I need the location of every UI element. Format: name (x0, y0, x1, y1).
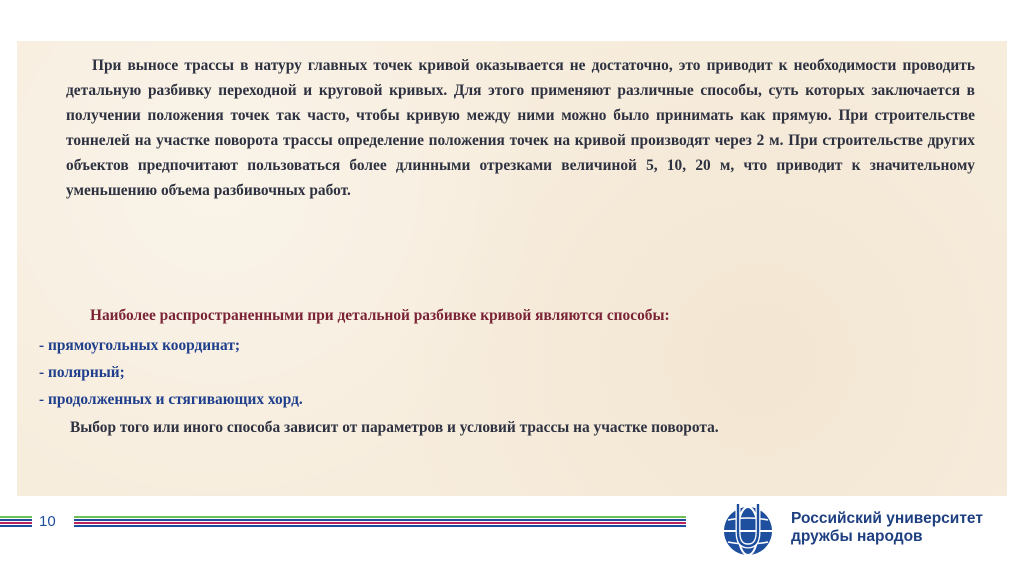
content-panel (17, 41, 1007, 496)
footer-stripes-left (0, 516, 32, 532)
methods-list (39, 332, 303, 413)
page-number: 10 (39, 513, 56, 530)
list-item: - прямоугольных координат; (39, 337, 241, 354)
main-paragraph: При выносе трассы в натуру главных точек кривой оказывается не достаточно, это приводит к необходимости проводить детальную разбивку переходной и круговой кривых. Для этого применяют различные способы, суть которых заключается в получении положения точек так часто, чтобы кривую между ними можно было принимать как прямую. При строительстве тоннелей на участке поворота трассы определение положения точек на кривой производят через 2 м. При строительстве других объектов предпочитают пользоваться более длинными отрезками величиной 5, 10, 20 м, что приводит к значительному уменьшению объема разбивочных работ. (66, 57, 975, 199)
footer-stripes-right (74, 516, 686, 532)
university-name-line2: дружбы народов (791, 528, 923, 545)
list-item: - продолженных и стягивающих хорд. (39, 391, 303, 408)
closing-paragraph: Выбор того или иного способа зависит от параметров и условий трассы на участке поворота. (70, 419, 719, 436)
list-item: - полярный; (39, 364, 125, 381)
rudn-globe-logo-icon (720, 502, 776, 558)
methods-heading: Наиболее распространенными при детальной разбивке кривой являются способы: (90, 307, 670, 324)
university-name-line1: Российский университет (791, 510, 983, 527)
university-name (791, 510, 983, 546)
